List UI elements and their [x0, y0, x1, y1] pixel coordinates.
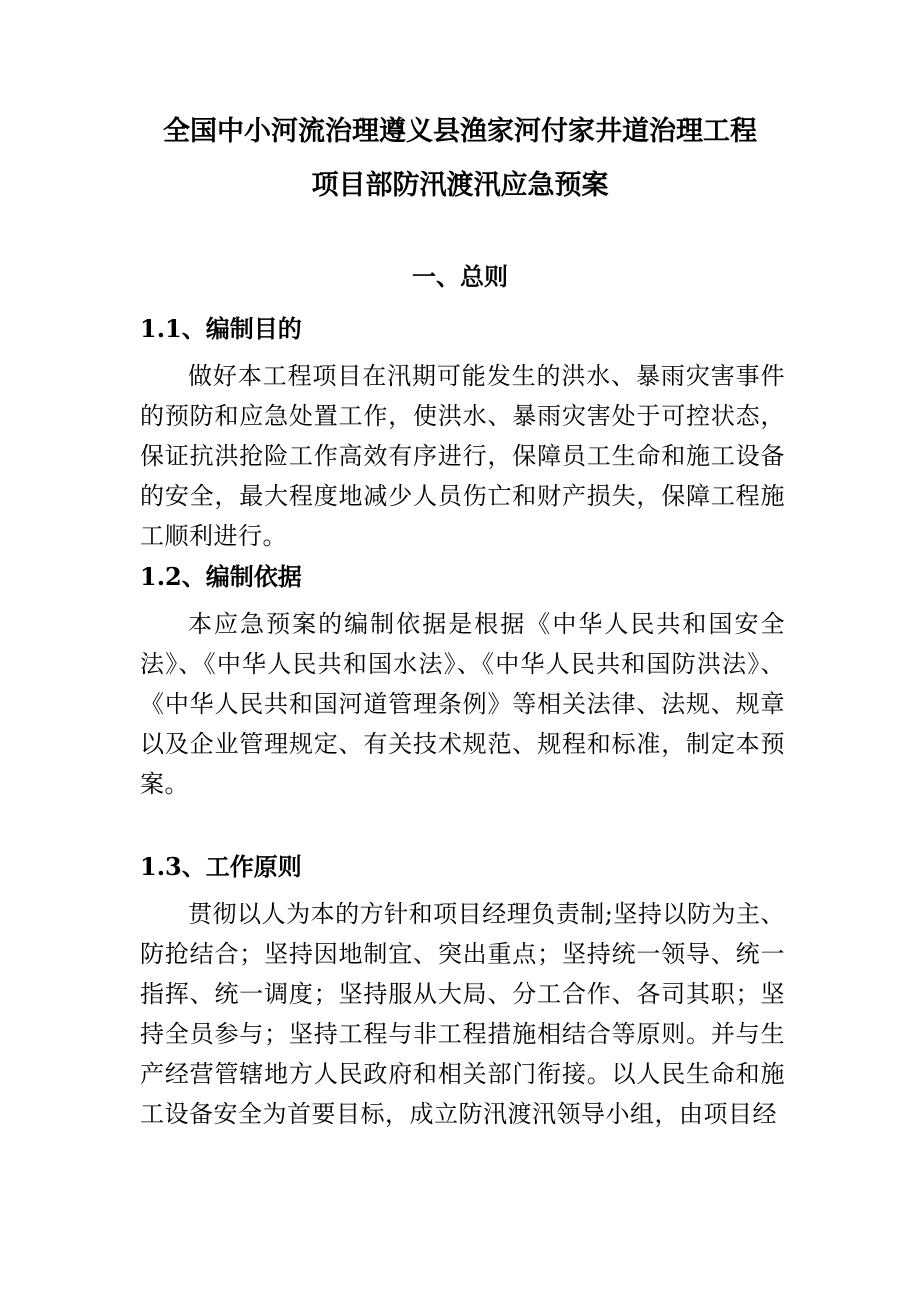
section-body-1-1: 做好本工程项目在汛期可能发生的洪水、暴雨灾害事件的预防和应急处置工作，使洪水、暴雨灾害处于可控状态，保证抗洪抢险工作高效有序进行，保障员工生命和施工设备的安全，最大程度地减少人员伤亡和财产损失，保障工程施工顺利进行。	[140, 362, 785, 550]
section-heading-1-1: 1.1、编制目的	[140, 314, 302, 343]
document-title-line-1: 全国中小河流治理遵义县渔家河付家井道治理工程	[163, 116, 757, 147]
section-body-1-2: 本应急预案的编制依据是根据《中华人民共和国安全法》、《中华人民共和国水法》、《中华人民共和国防洪法》、《中华人民共和国河道管理条例》等相关法律、法规、规章以及企业管理规定、有关技术规范、规程和标准，制定本预案。	[140, 610, 785, 798]
section-heading-1-3: 1.3、工作原则	[140, 852, 302, 881]
document-title-line-2: 项目部防汛渡汛应急预案	[311, 170, 609, 201]
chapter-heading: 一、总则	[412, 262, 508, 291]
section-heading-1-2: 1.2、编制依据	[140, 562, 302, 591]
section-body-1-3: 贯彻以人为本的方针和项目经理负责制;坚持以防为主、防抢结合；坚持因地制宜、突出重点；坚持统一领导、统一指挥、统一调度；坚持服从大局、分工合作、各司其职；坚持全员参与；坚持工程与非工程措施相结合等原则。并与生产经营管辖地方人民政府和相关部门衔接。以人民生命和施工设备安全为首要目标，成立防汛渡汛领导小组，由项目经	[140, 900, 785, 1128]
